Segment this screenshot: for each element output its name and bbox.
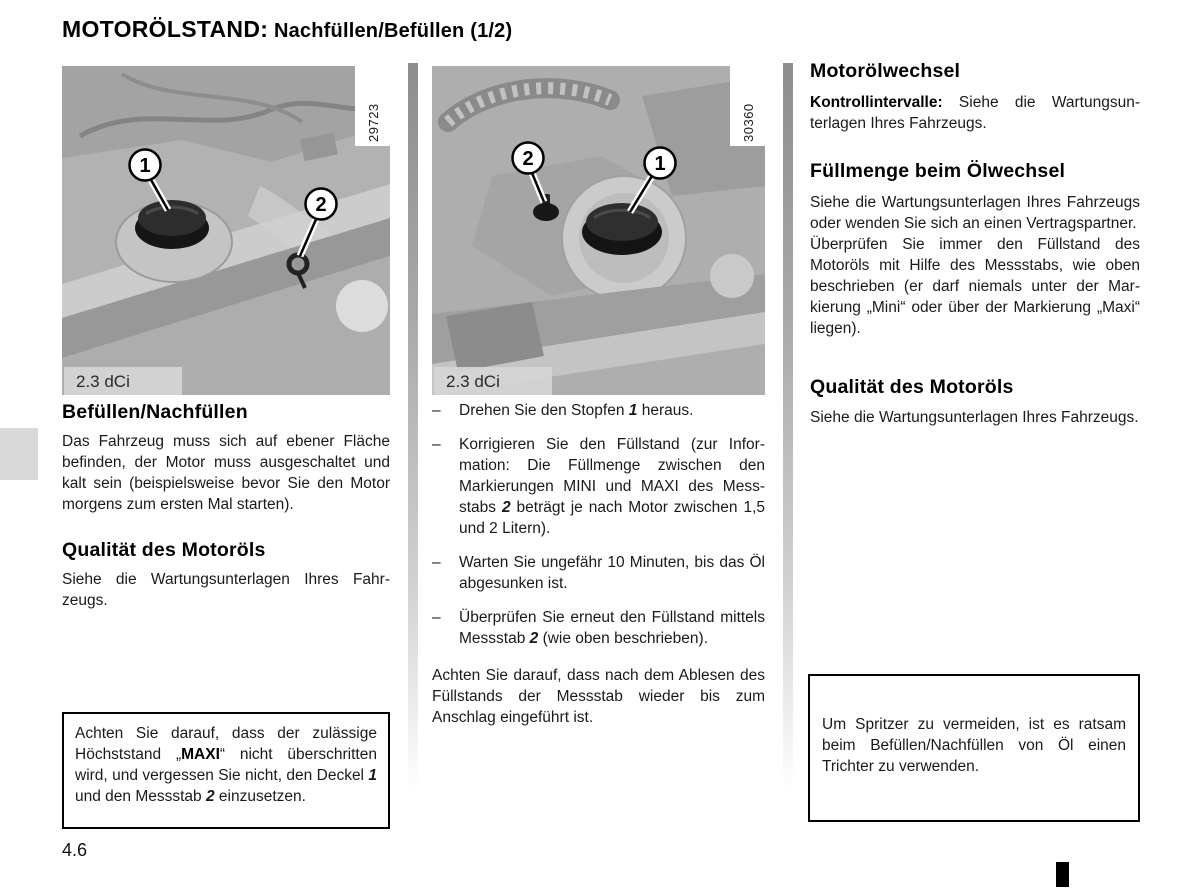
bullet-dash: –	[432, 609, 441, 626]
bullet-segment: (wie oben beschrieben).	[538, 630, 709, 647]
paragraph-fuellmenge-2: Überprüfen Sie immer den Füllstand des Motoröls mit Hilfe des Messstabs, wie oben beschrieben (er darf niemals unter der Markierung „Mini“ oder über der Markierung „Maxi“ liegen).	[810, 236, 1140, 337]
middle-column-instructions	[432, 400, 765, 728]
photo-id-label: 30360	[741, 103, 756, 142]
bullet-segment: Korrigieren Sie den Füllstand (zur Information: Die Füllmenge zwischen den Markierungen MINI und MAXI des Messstabs	[459, 436, 765, 516]
paragraph-befuellen: Das Fahrzeug muss sich auf ebener Fläche befinden, der Motor muss ausgeschaltet und kalt sein (beispielsweise bevor Sie den Motor morgens zum ersten Mal starten).	[62, 433, 390, 513]
list-item	[432, 552, 765, 594]
paragraph-qualitaet-left: Siehe die Wartungsunterlagen Ihres Fahrzeugs.	[62, 571, 390, 609]
heading-befuellen-nachfuellen: Befüllen/Nachfüllen	[62, 401, 248, 423]
engine-label: 2.3 dCi	[76, 372, 130, 391]
figure-engine-middle	[432, 66, 765, 395]
photo-id-strip	[355, 66, 390, 146]
engine-variant-label	[64, 367, 182, 395]
heading-fuellmenge: Füllmenge beim Ölwechsel	[810, 160, 1066, 182]
bullet-dash: –	[432, 402, 441, 419]
photo-id-strip	[730, 66, 765, 146]
paragraph-kontrollintervalle	[810, 92, 1140, 134]
bullet-dash: –	[432, 436, 441, 453]
bullet-dash: –	[432, 554, 441, 571]
engine-variant-label	[434, 367, 552, 395]
paragraph-fuellmenge-1: Siehe die Wartungsunterlagen Ihres Fahrzeugs oder wenden Sie sich an einen Vertragspartner.	[810, 194, 1140, 232]
kontrollintervalle-text: Siehe die Wartungsunterlagen Ihres Fahrzeugs.	[810, 94, 1140, 132]
list-item	[432, 434, 765, 539]
note-segment: einzusetzen.	[214, 788, 306, 805]
note-segment: “ nicht überschritten wird, und vergessen Sie nicht, den Deckel	[75, 746, 377, 784]
note-segment: Achten Sie darauf, dass der zulässige Höchststand „	[75, 725, 377, 763]
callout-number: 2	[522, 148, 534, 170]
list-item	[432, 400, 765, 421]
kontrollintervalle-label: Kontrollintervalle:	[810, 94, 943, 111]
engine-photo-middle	[432, 66, 765, 395]
heading-qualitaet-left: Qualität des Motoröls	[62, 539, 266, 561]
figure-engine-left	[62, 66, 390, 395]
warning-box-left	[62, 712, 390, 829]
bullet-segment: Warten Sie ungefähr 10 Minuten, bis das Öl abgesunken ist.	[459, 554, 765, 592]
photo-id-label: 29723	[366, 103, 381, 142]
engine-art	[62, 66, 390, 395]
tip-box-right	[808, 674, 1140, 822]
note-ref-1: 1	[368, 767, 377, 784]
paragraph-fuellmenge	[810, 192, 1140, 339]
oil-filler-cap	[135, 200, 209, 249]
bullet-ref: 2	[501, 499, 511, 516]
note-ref-2: 2	[205, 788, 215, 805]
note-segment: und den Messstab	[75, 788, 206, 805]
bullet-ref: 1	[628, 402, 638, 419]
callout-number: 1	[654, 153, 666, 175]
page-number: 4.6	[62, 840, 88, 860]
paragraph-qualitaet-right: Siehe die Wartungsunterlagen Ihres Fahrzeugs.	[810, 409, 1139, 426]
bullet-segment: heraus.	[637, 402, 694, 419]
heading-qualitaet-right: Qualität des Motoröls	[810, 376, 1014, 398]
bullet-ref: 2	[529, 630, 539, 647]
page-title	[62, 16, 512, 43]
callout-number: 2	[315, 194, 327, 216]
bullet-segment: beträgt je nach Motor zwischen 1,5 und 2 Litern).	[459, 499, 766, 537]
paragraph-closing: Achten Sie darauf, dass nach dem Ablesen des Füllstands der Messstab wieder bis zum Anschlag eingeführt ist.	[432, 667, 765, 726]
note-segment-bold: MAXI	[181, 746, 220, 763]
bullet-text	[459, 400, 765, 421]
corner-index-mark	[1056, 862, 1069, 887]
page-title-main: MOTORÖLSTAND:	[62, 16, 269, 42]
warning-box-left-text	[75, 723, 377, 807]
column-divider	[783, 63, 793, 790]
bullet-segment: Überprüfen Sie erneut den Füllstand mittels Messstab	[459, 609, 765, 647]
engine-label: 2.3 dCi	[446, 372, 500, 391]
bullet-text	[459, 552, 765, 594]
column-divider	[408, 63, 418, 790]
chapter-edge-tab	[0, 428, 38, 480]
bullet-text	[459, 434, 765, 539]
callout-number: 1	[139, 155, 151, 177]
bullet-text	[459, 607, 765, 649]
tip-box-right-text: Um Spritzer zu vermeiden, ist es ratsam beim Befüllen/Nachfüllen von Öl einen Trichter zu verwenden.	[822, 716, 1126, 775]
oil-filler-cap	[582, 203, 662, 255]
page-title-sub: Nachfüllen/Befüllen (1/2)	[268, 20, 513, 42]
engine-photo-left	[62, 66, 390, 395]
list-item	[432, 607, 765, 649]
heading-motoroelwechsel: Motorölwechsel	[810, 60, 961, 82]
bullet-segment: Drehen Sie den Stopfen	[459, 402, 629, 419]
